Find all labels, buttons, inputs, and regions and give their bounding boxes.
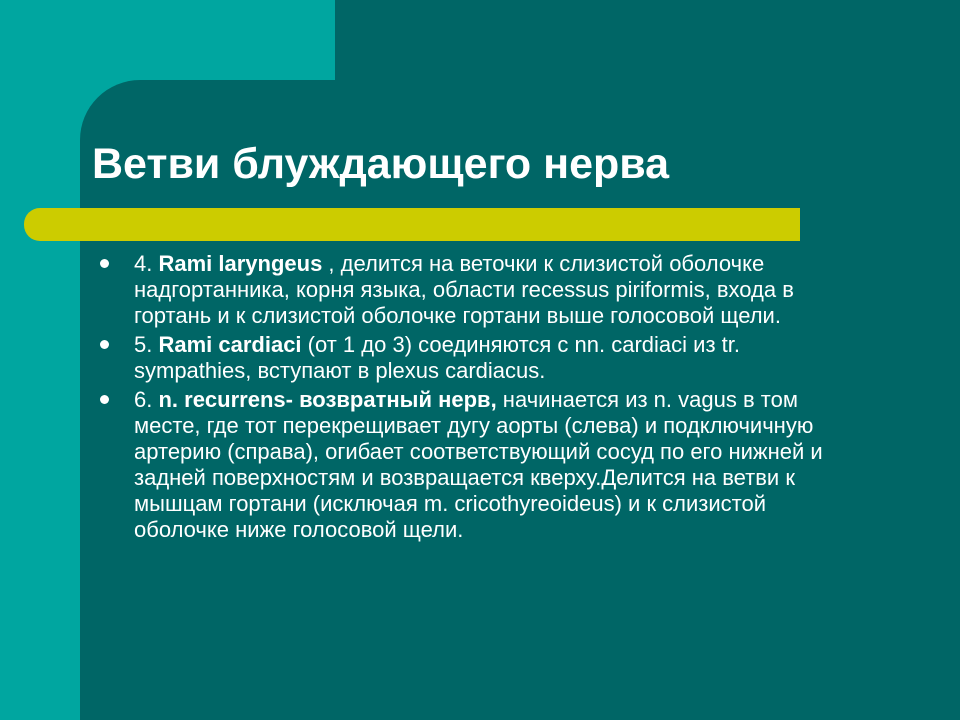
item-number: 5. (134, 332, 159, 357)
bullet-icon (100, 340, 109, 349)
item-number: 6. (134, 387, 159, 412)
item-description: начинается из n. vagus в том месте, где тот перекрещивает дугу аорты (слева) и подключичную артерию (справа), огибает соответствующий сосуд по его нижней и задней поверхностям и возвращается кверху.Делится на ветви к мышцам гортани (исключая m. cricothyreoideus) и к слизистой оболочке ниже голосовой щели. (134, 387, 823, 542)
item-description: (от 1 до 3) соединяются с nn. cardiaci из tr. sympathies, вступают в plexus cardiacus. (134, 332, 740, 383)
list-item-text (134, 387, 858, 543)
list-item (98, 251, 858, 329)
item-number: 4. (134, 251, 159, 276)
item-term: n. recurrens- возвратный нерв, (158, 387, 497, 412)
list-item (98, 387, 858, 543)
item-term: Rami cardiaci (158, 332, 302, 357)
item-term: Rami laryngeus (158, 251, 323, 276)
bullet-list (98, 251, 858, 546)
slide-title: Ветви блуждающего нерва (92, 140, 670, 188)
title-accent-bar (24, 208, 800, 241)
item-description: , делится на веточки к слизистой оболочке надгортанника, корня языка, области recessus piriformis, входа в гортань и к слизистой оболочке гортани выше голосовой щели. (134, 251, 794, 328)
list-item (98, 332, 858, 384)
list-item-text (134, 251, 858, 329)
list-item-text (134, 332, 858, 384)
bullet-icon (100, 395, 109, 404)
background-panel-top (335, 0, 960, 80)
bullet-icon (100, 259, 109, 268)
